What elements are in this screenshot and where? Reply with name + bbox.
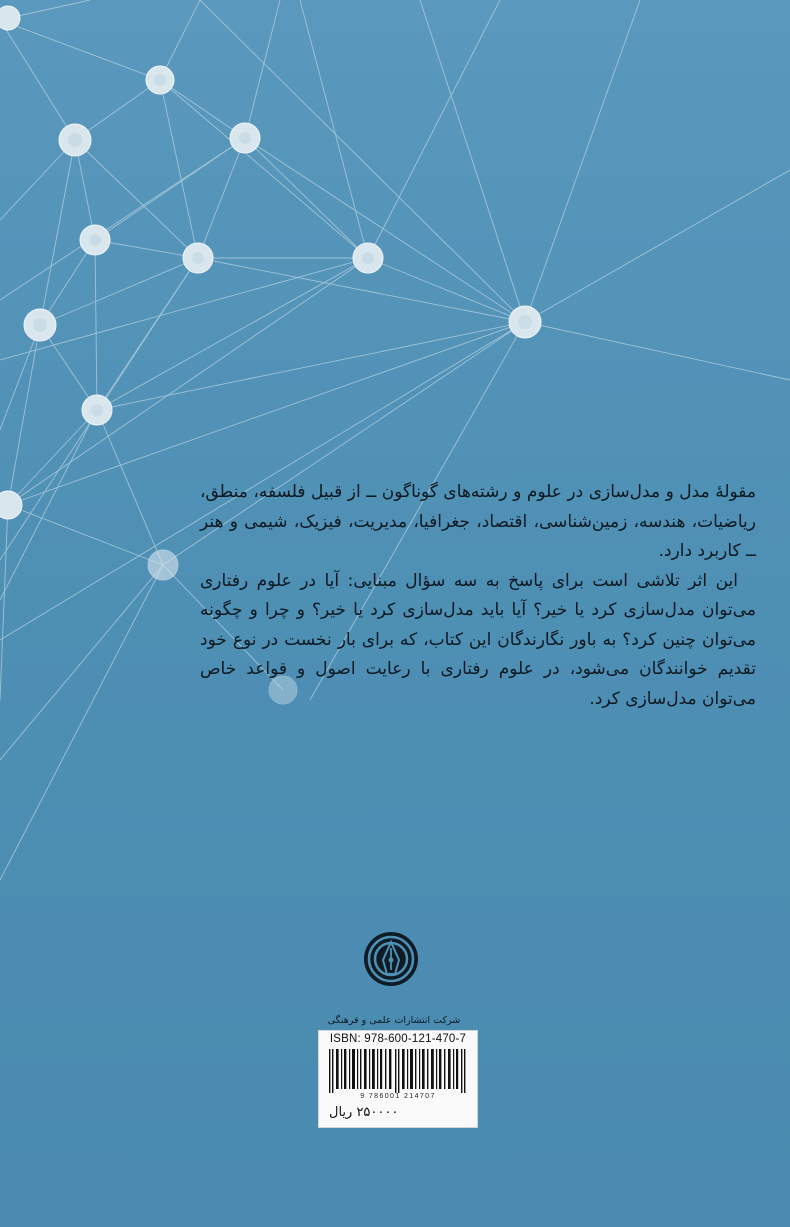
isbn-text: ISBN: 978-600-121-470-7 (329, 1033, 467, 1045)
barcode-icon (327, 1049, 469, 1093)
description-paragraph-2: این اثر تلاشی است برای پاسخ به سه سؤال مبنایی: آیا در علوم رفتاری می‌توان مدل‌سازی کرد یا خیر؟ آیا باید مدل‌سازی کرد یا خیر؟ و چرا و چگونه می‌توان چنین کرد؟ به باور نگارندگان این کتاب، که برای بار نخست در نوع خود تقدیم خوانندگان می‌شود، در علوم رفتاری با رعایت اصول و قواعد خاص می‌توان مدل‌سازی کرد. (200, 570, 756, 709)
pen-nib-logo-icon (362, 930, 420, 988)
description-paragraph-1: مقولهٔ مدل و مدل‌سازی در علوم و رشته‌های گوناگون ــ از قبیل فلسفه، منطق، ریاضیات، هندسه، زمین‌شناسی، اقتصاد، جغرافیا، مدیریت، فیزیک، شیمی و هنر ــ کاربرد دارد. (200, 482, 756, 561)
book-description (200, 478, 756, 714)
publisher-name: شرکت انتشارات علمی و فرهنگی (327, 1015, 461, 1026)
barcode-digits: 9 786001 214707 (360, 1093, 436, 1100)
barcode-sticker (318, 1030, 478, 1128)
price-label: ۲۵۰۰۰۰ ریال (329, 1105, 399, 1120)
